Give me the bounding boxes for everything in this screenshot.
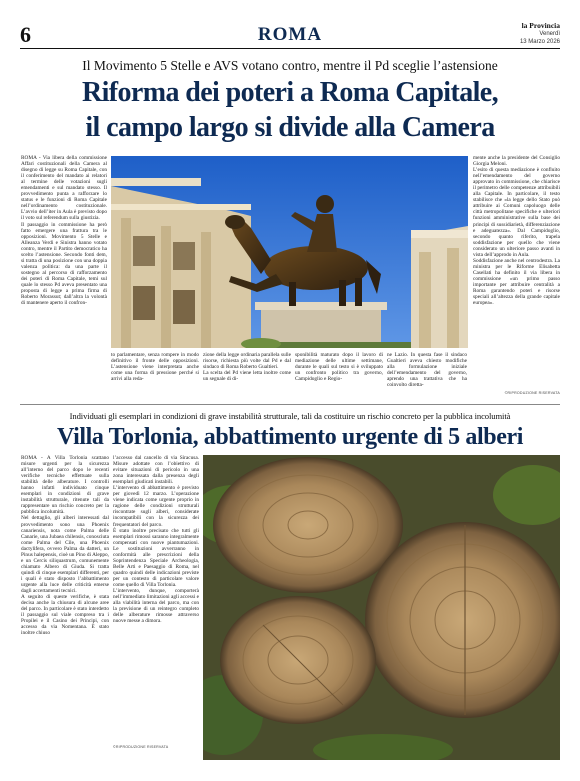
article1-photo bbox=[111, 156, 468, 348]
article2-kicker: Individuati gli esemplari in condizioni di grave instabilità strutturale, tali da costituire un rischio concreto per la pubblica incolumità bbox=[69, 411, 511, 421]
article1-kicker: Il Movimento 5 Stelle e AVS votano contro, mentre il Pd sceglie l’astensione bbox=[82, 58, 498, 73]
article1-body-col1: ROMA - Via libera della commissione Affari costituzionali della Camera al disegno di legge su Roma Capitale, con il conferimento del mandato ai relatori al termine delle votazioni sugli emendamenti e sul mandato stesso. Il provvedimento punta a rafforzare lo status e le funzioni di Roma Capitale nell’ordinamento costituzionale. L’avvio dell’iter in Aula è previsto dopo il voto sul referendum sulla giustizia. Il passaggio in commissione ha però fatto emergere una frattura tra le opposizioni. Movimento 5 Stelle e Alleanza Verdi e Sinistra hanno votato contro, mentre il Partito democratico ha scelto l’astensione. Secondo fonti dem, si tratta di una posizione con una doppia valenza politica: da una parte il sostegno al percorso di rafforzamento dei poteri di Roma Capitale, temi sul quale lo stesso Pd aveva presentato una proposta di legge a prima firma di Roberto Morassut; dall’altra la volontà di mantenere aperto il confron- bbox=[21, 155, 107, 307]
article1-body-col3: zione della legge ordinaria parallela sulle risorse, richiesta più volte dal Pd e dal sindaco di Roma Roberto Gualtieri. La scelta del Pd viene letta inoltre come un segnale di di- bbox=[203, 352, 291, 383]
article1-body-col6: mente anche la presidente del Consiglio Giorgia Meloni. L’esito di questa mediazione è confluito nell’emendamento del governo approvato in commissione, che chiarisce il perimetro delle competenze attribuibili alla Capitale. In particolare, il testo stabilisce che «la legge dello Stato può attribuire ai Comuni capoluogo delle città metropolitane specifiche e ulteriori funzioni amministrative sulla base dei principi di sussidiarietà, differenziazione e adeguatezza». Dal Campidoglio, secondo quanto riferito, trapela soddisfazione per quello che viene considerato un ulteriore passo avanti in vista dell’approdo in Aula. Soddisfazione anche nel centrodestra. La ministra per le Riforme Elisabetta Casellati ha definito il via libera in commissione «un primo passo importante per attribuire centralità a Roma garantendo poteri e risorse speciali all’altezza della grande capitale europea». bbox=[473, 155, 560, 307]
page-number: 6 bbox=[20, 22, 31, 47]
article2-photo-credit: ©RIPRODUZIONE RISERVATA bbox=[113, 745, 169, 749]
section-title: ROMA bbox=[257, 24, 323, 45]
newspaper-name: la Provincia bbox=[521, 21, 560, 30]
article1-headline-line1: Riforma dei poteri a Roma Capitale, bbox=[81, 77, 499, 108]
article1-body-col5: ne Lazio. In questa fase il sindaco Gualtieri aveva chiesto modifiche alla formulazione iniziale dell’emendamento del governo, aprendo una trattativa che ha coinvolto diretta- bbox=[387, 352, 467, 389]
article1-photo-credit: ©RIPRODUZIONE RISERVATA bbox=[504, 391, 560, 395]
article-divider bbox=[20, 404, 560, 405]
article1-body-col4: sponibilità maturato dopo il lavoro di mediazione delle ultime settimane, durante le quali sul testo si è sviluppato un confronto politico tra governo, Campidoglio e Regio- bbox=[295, 352, 383, 383]
issue-weekday: Venerdì bbox=[539, 31, 560, 37]
article2-body-col1: ROMA - A Villa Torlonia scattano misure urgenti per la sicurezza all’interno del parco dopo le recenti verifiche tecniche effettuate sulla stabilità delle alberature. I controlli hanno infatti individuato cinque esemplari in condizioni di grave instabilità strutturale, ritenute tali da rappresentare un rischio concreto per la pubblica incolumità. Nel dettaglio, gli alberi interessati dal provvedimento sono una Phoenix canariensis, nota come Palma delle Canarie, una Jubaea chilensis, conosciuta come Palma del Cile, una Phoenix dactylifera, ovvero Palma da datteri, un Pinus halepensis, cioè un Pino di Aleppo, e un Cercis siliquastrum, comunemente chiamato Albero di Giuda. Si tratta quindi di cinque esemplari differenti, per i quali è stato disposto l’abbattimento urgente alla luce delle criticità emerse dagli accertamenti tecnici. A seguito di queste verifiche, è stata decisa anche la chiusura di alcune aree del parco. In particolare è stato interdetto il passaggio sul viale compreso tra i Propilei e il Casino dei Principi, con accesso da via Nomentana. È stato inoltre chiuso bbox=[21, 455, 109, 637]
tree-stumps-image bbox=[203, 455, 560, 760]
issue-date: 13 Marzo 2026 bbox=[519, 39, 560, 45]
equestrian-statue-image bbox=[111, 156, 468, 348]
article2-headline: Villa Torlonia, abbattimento urgente di 5 alberi bbox=[57, 424, 523, 450]
article2-body-col2: l’accesso dal cancello di via Siracusa. Misure adottate con l’obiettivo di evitare situazioni di pericolo in una zona interessata dalla presenza degli esemplari giudicati instabili. L’intervento di abbattimento è previsto per giovedì 12 marzo. L’operazione viene indicata come urgente proprio in ragione delle condizioni strutturali riscontrate sugli alberi, considerate incompatibili con la sicurezza dei frequentatori del parco. È stato inoltre precisato che tutti gli esemplari rimossi saranno integralmente compensati con nuove piantumazioni. Le sostituzioni avverranno in conformità alle prescrizioni della Soprintendenza Speciale Archeologia, Belle Arti e Paesaggio di Roma, nel quadro quindi delle indicazioni previste per un contesto di particolare valore come quello di Villa Torlonia. L’intervento, dunque, comporterà nell’immediato limitazioni agli accessi e alla viabilità interna del parco, ma con la previsione di un reintegro completo delle alberature rimosse attraverso nuove messe a dimora. bbox=[113, 455, 199, 625]
article1-headline-line2: il campo largo si divide alla Camera bbox=[85, 112, 495, 143]
masthead-rule bbox=[20, 48, 560, 49]
article2-photo bbox=[203, 455, 560, 760]
article1-body-col2: to parlamentare, senza rompere in modo definitivo il fronte delle opposizioni. L’astensione viene interpretata anche come una forma di pressione perché si arrivi alla reda- bbox=[111, 352, 199, 383]
